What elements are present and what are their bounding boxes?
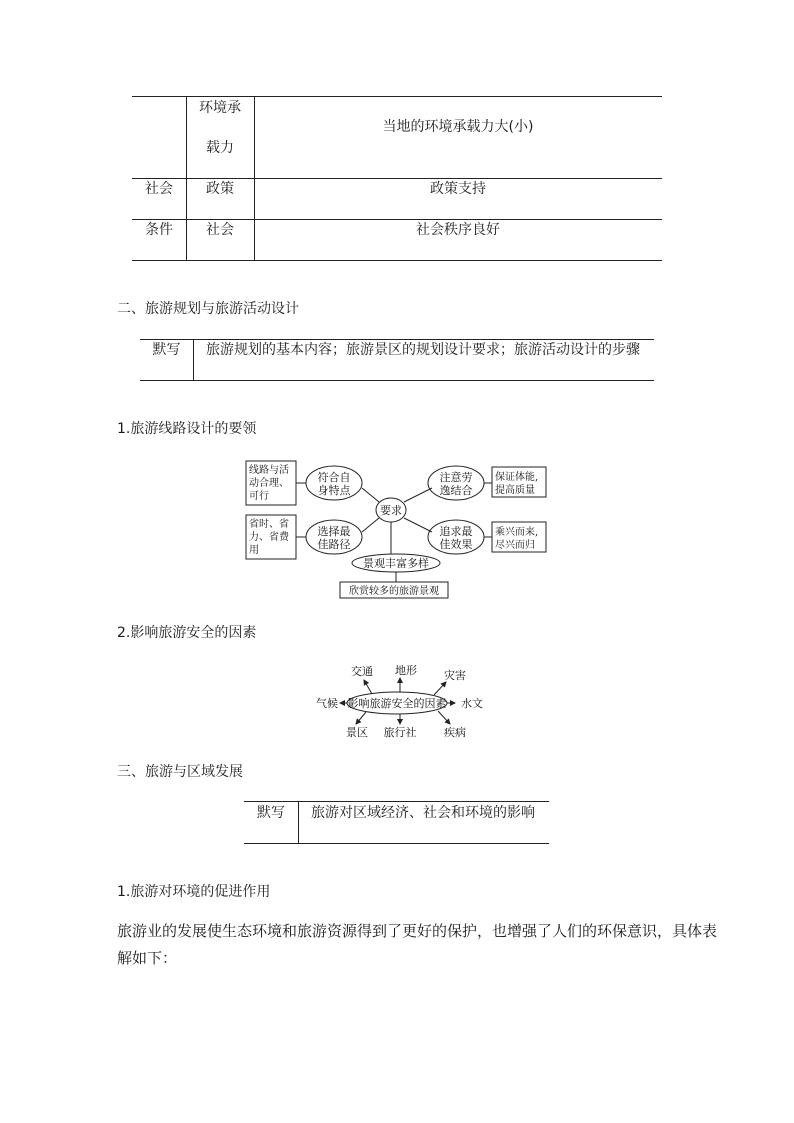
factor-label: 疾病: [444, 726, 466, 739]
paragraph-line: 旅游业的发展使生态环境和旅游资源得到了更好的保护，也增强了人们的环保意识，具体表: [117, 922, 718, 940]
factor-arrow: [434, 682, 446, 695]
diagram-center-label: 影响旅游安全的因素: [347, 697, 447, 710]
box-label: 默写: [152, 342, 181, 358]
factor-arrow: [364, 680, 372, 694]
table-row-rule: [132, 178, 662, 179]
table-col-divider: [186, 96, 187, 260]
table-bottom-rule: [132, 260, 662, 261]
table-cell-group: 社会: [145, 181, 173, 197]
factor-arrow: [356, 712, 366, 724]
connector: [404, 488, 432, 502]
table-cell-sub: 政策: [206, 181, 234, 197]
box-label: 力、省费: [249, 532, 289, 543]
table-row-rule: [132, 219, 662, 220]
box-label: 提高质量: [495, 485, 535, 496]
subsection-heading: 1.旅游线路设计的要领: [117, 421, 257, 437]
box-bottom-rule: [140, 380, 654, 381]
subsection-heading: 1.旅游对环境的促进作用: [117, 884, 271, 900]
section-heading: 二、旅游规划与旅游活动设计: [117, 301, 299, 317]
table-cell-sub: 载力: [206, 140, 234, 156]
box-label: 动合理、: [249, 478, 289, 489]
oval-label: 身特点: [317, 484, 351, 497]
oval-label: 符合自: [317, 471, 351, 484]
box-top-rule: [244, 801, 549, 802]
box-top-rule: [140, 339, 654, 340]
section-heading: 三、旅游与区域发展: [117, 764, 243, 780]
box-label: 默写: [257, 805, 285, 821]
oval-label: 注意劳: [439, 471, 473, 484]
table-cell-sub: 社会: [206, 222, 234, 238]
oval-label: 选择最: [317, 525, 351, 538]
box-label: 省时、省: [249, 519, 289, 530]
factor-label: 水文: [461, 697, 483, 710]
table-cell-desc: 当地的环境承载力大(小): [382, 119, 534, 135]
diagram-center-label: 要求: [380, 504, 402, 517]
box-divider: [298, 801, 299, 843]
table-cell-group: 条件: [145, 222, 173, 238]
factor-label: 景区: [346, 726, 368, 739]
box-text: 旅游规划的基本内容；旅游景区的规划设计要求；旅游活动设计的步骤: [206, 342, 640, 358]
oval-label: 逸结合: [439, 484, 473, 497]
factor-arrow: [438, 711, 450, 724]
safety-factors-diagram: [310, 660, 490, 742]
oval-label: 追求最: [439, 525, 473, 538]
box-label: 可行: [249, 491, 269, 502]
factor-label: 气候: [316, 697, 338, 710]
table-cell-sub: 环境承: [199, 100, 241, 116]
box-label: 乘兴而来,: [495, 527, 539, 538]
box-text: 旅游对区域经济、社会和环境的影响: [311, 805, 535, 821]
box-label: 欣赏较多的旅游景观: [349, 586, 439, 597]
box-label: 线路与活: [249, 465, 289, 476]
factor-label: 交通: [351, 665, 373, 678]
connector: [404, 518, 432, 532]
subsection-heading: 2.影响旅游安全的因素: [117, 625, 257, 641]
factor-label: 旅行社: [383, 726, 417, 739]
box-label: 用: [249, 545, 259, 556]
factor-label: 灾害: [444, 669, 466, 682]
table-cell-desc: 社会秩序良好: [416, 222, 500, 238]
factor-label: 地形: [395, 664, 417, 677]
paragraph-line: 解如下：: [117, 949, 178, 967]
box-label: 保证体能,: [495, 472, 539, 483]
oval-label: 景观丰富多样: [363, 557, 429, 570]
box-label: 尽兴而归: [495, 540, 535, 551]
route-design-diagram: [244, 458, 550, 602]
connector: [362, 518, 379, 532]
connector: [362, 488, 379, 502]
box-bottom-rule: [244, 843, 549, 844]
table-cell-desc: 政策支持: [430, 181, 486, 197]
table-top-rule: [132, 96, 662, 97]
oval-label: 佳效果: [439, 538, 473, 551]
oval-label: 佳路径: [317, 538, 351, 551]
box-divider: [193, 339, 194, 380]
